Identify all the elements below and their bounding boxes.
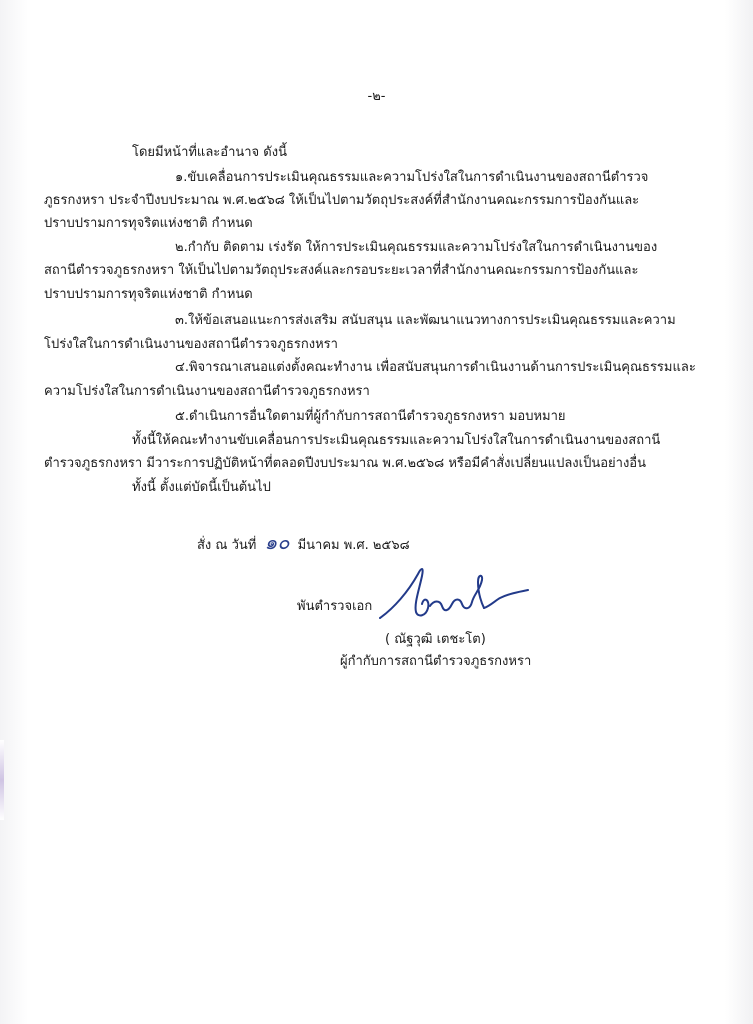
duty-4-line-2: ความโปร่งใสในการดำเนินงานของสถานีตำรวจภูธรกงหรา: [44, 384, 370, 399]
duty-2-line-3: ปราบปรามการทุจริตแห่งชาติ กำหนด: [44, 287, 253, 302]
duty-3-line-1: ๓.ให้ข้อเสนอแนะการส่งเสริม สนับสนุน และพัฒนาแนวทางการประเมินคุณธรรมและความ: [175, 313, 676, 328]
duty-2-line-2: สถานีตำรวจภูธรกงหรา ให้เป็นไปตามวัตถุประสงค์และกรอบระยะเวลาที่สำนักงานคณะกรรมการป้องกันและ: [44, 263, 639, 278]
duty-2-line-1: ๒.กำกับ ติดตาม เร่งรัด ให้การประเมินคุณธรรมและความโปร่งใสในการดำเนินงานของ: [175, 240, 658, 255]
duty-5-line-1: ๕.ดำเนินการอื่นใดตามที่ผู้กำกับการสถานีตำรวจภูธรกงหรา มอบหมาย: [175, 409, 566, 424]
handwritten-signature: [372, 560, 532, 630]
duty-1-line-1: ๑.ขับเคลื่อนการประเมินคุณธรรมและความโปร่งใสในการดำเนินงานของสถานีตำรวจ: [175, 170, 649, 185]
signing-date-suffix: มีนาคม พ.ศ. ๒๕๖๘: [297, 538, 410, 553]
duty-1-line-2: ภูธรกงหรา ประจำปีงบประมาณ พ.ศ.๒๕๖๘ ให้เป็นไปตามวัตถุประสงค์ที่สำนักงานคณะกรรมการป้องกันและ: [44, 193, 640, 208]
signatory-position: ผู้กำกับการสถานีตำรวจภูธรกงหรา: [340, 654, 532, 669]
page-number: -๒-: [367, 89, 386, 104]
duty-4-line-1: ๔.พิจารณาเสนอแต่งตั้งคณะทำงาน เพื่อสนับสนุนการดำเนินงานด้านการประเมินคุณธรรมและ: [175, 360, 696, 375]
duty-3-line-2: โปร่งใสในการดำเนินงานของสถานีตำรวจภูธรกงหรา: [44, 337, 338, 352]
signing-day-handwritten: ๑๐: [264, 530, 290, 554]
effective-line: ทั้งนี้ ตั้งแต่บัดนี้เป็นต้นไป: [132, 480, 271, 495]
signatory-rank: พันตำรวจเอก: [297, 599, 373, 614]
term-line-2: ตำรวจภูธรกงหรา มีวาระการปฏิบัติหน้าที่ตลอดปีงบประมาณ พ.ศ.๒๕๖๘ หรือมีคำสั่งเปลี่ยนแปลงเป็นอย่างอื่น: [44, 456, 646, 471]
signing-date: [197, 526, 410, 558]
duties-heading: โดยมีหน้าที่และอำนาจ ดังนี้: [132, 145, 287, 160]
duty-1-line-3: ปราบปรามการทุจริตแห่งชาติ กำหนด: [44, 216, 253, 231]
term-line-1: ทั้งนี้ให้คณะทำงานขับเคลื่อนการประเมินคุณธรรมและความโปร่งใสในการดำเนินงานของสถานี: [132, 433, 661, 448]
signing-date-prefix: สั่ง ณ วันที่: [197, 538, 257, 553]
scan-edge-mark: [0, 740, 4, 820]
signatory-name: ( ณัฐวุฒิ เตชะโต): [385, 632, 486, 647]
